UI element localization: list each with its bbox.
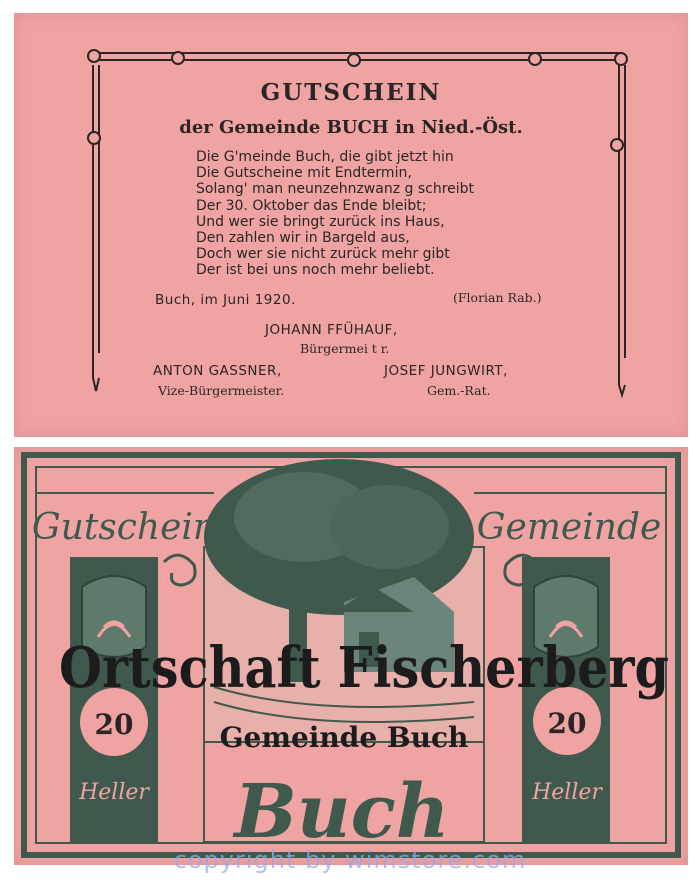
voucher-title: GUTSCHEIN xyxy=(260,79,442,106)
scroll-ornament-left xyxy=(164,555,195,585)
poem-line: Doch wer sie nicht zurück mehr gibt xyxy=(196,246,450,263)
overprint-ortschaft: Ortschaft Fischerberg xyxy=(59,635,669,701)
voucher-issuer: der Gemeinde BUCH in Nied.-Öst. xyxy=(179,117,523,138)
note-front xyxy=(14,13,688,437)
signature-vice-title: Vize-Bürgermeister. xyxy=(158,383,285,398)
signature-council-title: Gem.-Rat. xyxy=(427,383,491,398)
signature-vice-name: ANTON GASSNER, xyxy=(153,363,282,379)
denomination-left: 20 xyxy=(94,708,134,741)
poem-line: Der 30. Oktober das Ende bleibt; xyxy=(196,197,427,214)
word-gemeinde: Gemeinde xyxy=(476,507,662,548)
signature-mayor-title: Bürgermei t r. xyxy=(300,341,390,356)
overprint-gemeinde: Gemeinde Buch xyxy=(219,721,469,754)
poem-line: Die Gutscheine mit Endtermin, xyxy=(196,165,412,182)
signature-council-name: JOSEF JUNGWIRT, xyxy=(384,363,508,379)
back-artwork xyxy=(14,447,688,865)
town-name: Buch xyxy=(234,769,450,855)
word-gutschein: Gutschein xyxy=(31,507,217,548)
watermark: copyright by wimstore.com xyxy=(173,846,527,874)
signature-mayor-name: JOHANN FFÜHAUF, xyxy=(265,322,398,338)
note-back xyxy=(14,447,688,865)
poem-line: Und wer sie bringt zurück ins Haus, xyxy=(196,213,445,230)
poem xyxy=(196,149,474,279)
place-date: Buch, im Juni 1920. xyxy=(155,292,296,308)
poem-line: Die G'meinde Buch, die gibt jetzt hin xyxy=(196,149,454,165)
poem-author: (Florian Rab.) xyxy=(453,290,542,305)
poem-line: Der ist bei uns noch mehr beliebt. xyxy=(196,262,435,279)
unit-left: Heller xyxy=(79,780,149,805)
poem-line: Solang' man neunzehnzwanz g schreibt xyxy=(196,181,475,198)
unit-right: Heller xyxy=(532,780,602,805)
poem-line: Den zahlen wir in Bargeld aus, xyxy=(196,230,410,247)
denomination-right: 20 xyxy=(547,707,587,740)
